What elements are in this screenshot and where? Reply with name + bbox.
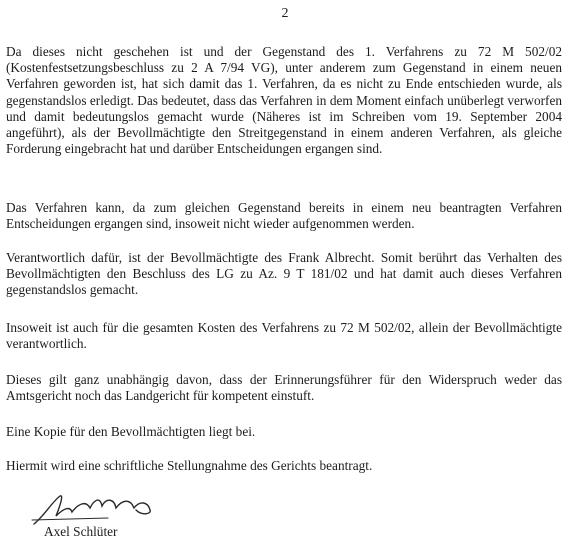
paragraph-2: Das Verfahren kann, da zum gleichen Gegenstand bereits in einem neu beantragten Verfahren Entscheidungen ergangen sind, insoweit nicht wieder aufgenommen werden. (6, 200, 562, 232)
paragraph-5: Dieses gilt ganz unabhängig davon, dass der Erinnerungsführer für den Widerspruch weder das Amtsgericht noch das Landgericht für kompetent einstuft. (6, 372, 562, 404)
paragraph-1: Da dieses nicht geschehen ist und der Gegenstand des 1. Verfahrens zu 72 M 502/02 (Kostenfestsetzungsbeschluss zu 2 A 7/94 VG), unter anderem zum Gegenstand in einem neuen Verfahren geworden ist, hat sich damit das 1. Verfahren, da es nicht zu Ende entschieden wurde, als gegenstandslos erledigt. Das bedeutet, dass das Verfahren in dem Moment einfach unüberlegt verworfen und damit bedeutungslos gemacht wurde (Näheres ist im Schreiben vom 19. September 2004 angeführt), als der Bevollmächtigte den Streitgegenstand in einem anderen Verfahren, als gleiche Forderung eingebracht hat und darüber Entscheidungen ergangen sind. (6, 44, 562, 157)
paragraph-3: Verantwortlich dafür, ist der Bevollmächtigte des Frank Albrecht. Somit berührt das Verhalten des Bevollmächtigten den Beschluss des LG zu Az. 9 T 181/02 und hat damit auch dieses Verfahren gegenstandslos gemacht. (6, 250, 562, 298)
paragraph-4: Insoweit ist auch für die gesamten Kosten des Verfahrens zu 72 M 502/02, allein der Bevollmächtigte verantwortlich. (6, 320, 562, 352)
page-number: 2 (281, 6, 289, 21)
signer-name: Axel Schlüter (44, 524, 118, 539)
paragraph-7: Hiermit wird eine schriftliche Stellungnahme des Gerichts beantragt. (6, 458, 373, 473)
paragraph-6: Eine Kopie für den Bevollmächtigten liegt bei. (6, 424, 256, 439)
